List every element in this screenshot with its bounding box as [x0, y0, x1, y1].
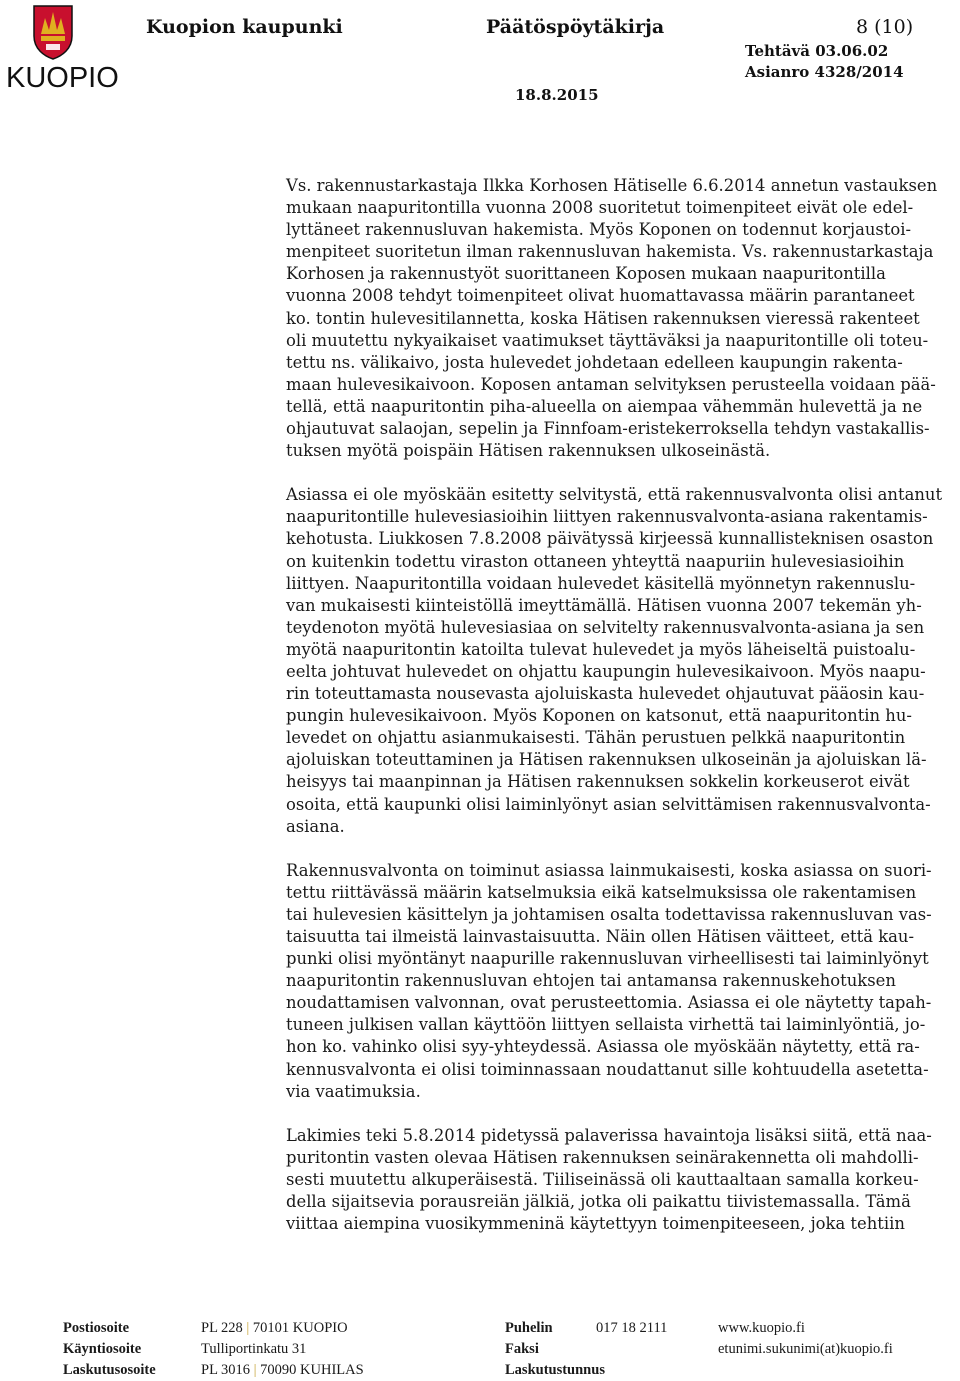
billing-id-label: Laskutustunnus [505, 1362, 605, 1378]
document-date: 18.8.2015 [515, 86, 599, 104]
phone-number: 017 18 2111 [596, 1320, 668, 1336]
postal-label: Postiosoite [63, 1320, 130, 1336]
postal-box: PL 228 [201, 1320, 243, 1336]
billing-address [201, 1360, 364, 1381]
email-link[interactable]: etunimi.sukunimi(at)kuopio.fi [718, 1341, 893, 1357]
footer-row-visit [63, 1339, 943, 1360]
separator: | [253, 1362, 257, 1378]
organization-name: Kuopion kaupunki [146, 16, 343, 38]
paragraph: Lakimies teki 5.8.2014 pidetyssä palaverissa havaintoja lisäksi siitä, että naa- puritontin vasten olevaa Hätisen rakennuksen seinärakennetta oli mahdolli- sesti muutettu alkuperäisestä. Tiiliseinässä oli kauttaaltaan samalla korkeu- della sijaitsevia porausreiän jälkiä, jotka oli paikattu tiivistemassalla. Tämä viittaa aiempina vuosikymmeninä käytettyyn toimenpiteeseen, joka tehtiin [286, 1125, 932, 1234]
city-crest-icon [32, 4, 74, 60]
postal-address [201, 1318, 348, 1339]
footer [63, 1318, 943, 1381]
task-number: Tehtävä 03.06.02 [745, 42, 889, 60]
document-body [286, 175, 956, 1257]
case-number: Asianro 4328/2014 [745, 63, 904, 81]
website-link[interactable]: www.kuopio.fi [718, 1320, 805, 1336]
page-number: 8 (10) [856, 16, 914, 38]
footer-row-postal [63, 1318, 943, 1339]
postal-city: 70101 KUOPIO [252, 1320, 348, 1336]
kuopio-logo [6, 4, 119, 94]
visit-label: Käyntiosoite [63, 1341, 142, 1357]
paragraph: Asiassa ei ole myöskään esitetty selvitystä, että rakennusvalvonta olisi antanut naapuritontille hulevesiasioihin liittyen rakennusvalvonta-asiana rakentamis- kehotusta. Liukkosen 7.8.2008 päivätyssä kirjeessä kunnallisteknisen osaston on kuitenkin todettu viraston ottaneen yhteyttä naapuriin hulevesiasioihin liittyen. Naapuritontilla voidaan hulevedet käsitellä myönnetyn rakennuslu- van mukaisesti kiinteistöllä imeyttämällä. Hätisen vuonna 2007 tekemän yh- teydenoton myötä hulevesiasiaa on selvitelty rakennusvalvonta-asiana ja sen myötä naapuritontin katoilta tulevat hulevedet ja myös läheiseltä puistoalu- eelta johtuvat hulevedet on ohjattu kaupungin hulevesikaivoon. Myös naapu- rin toteuttamasta nousevasta ajoluiskasta hulevedet ohjautuvat pääosin kau- pungin hulevesikaivoon. Myös Koponen on katsonut, että naapuritontin hu- levedet on ohjattu asianmukaisesti. Tähän perustuen pelkkä naapuritontin ajoluiskan toteuttaminen ja Hätisen rakennuksen ulkoseinän ja ajoluiskan lä- heisyys tai maanpinnan ja Hätisen rakennuksen sokkelin korkeuserot eivät osoita, että kaupunki olisi laiminlyönyt asian selvittämisen rakennusvalvonta- asiana. [286, 485, 943, 836]
billing-box: PL 3016 [201, 1362, 251, 1378]
billing-label: Laskutusosoite [63, 1362, 156, 1378]
document-type: Päätöspöytäkirja [486, 16, 665, 38]
logo-text: KUOPIO [6, 62, 119, 94]
separator: | [246, 1320, 250, 1336]
phone-label: Puhelin [505, 1320, 553, 1336]
fax-label: Faksi [505, 1341, 539, 1357]
paragraph: Vs. rakennustarkastaja Ilkka Korhosen Hätiselle 6.6.2014 annetun vastauksen mukaan naapuritontilla vuonna 2008 suoritetut toimenpiteet eivät ole edel- lyttäneet rakennusluvan hakemista. Myös Koponen on todennut korjaustoi- menpiteet suoritetun ilman rakennusluvan hakemista. Vs. rakennustarkastaja Korhosen ja rakennustyöt suorittaneen Koposen mukaan naapuritontilla vuonna 2008 tehdyt toimenpiteet olivat huomattavassa määrin parantaneet ko. tontin hulevesitilannetta, koska Hätisen rakennuksen vieressä rakenteet oli muutettu nykyaikaiset vaatimukset täyttäväksi ja naapuritontille oli toteu- tettu ns. välikaivo, josta hulevedet johdetaan edelleen kaupungin rakenta- maan hulevesikaivoon. Koposen antaman selvityksen perusteella voidaan pää- tellä, että naapuritontin piha-alueella on aiempaa vähemmän hulevettä ja ne ohjautuvat salaojan, sepelin ja Finnfoam-eristekerroksella tehdyn vastakallis- tuksen myötä poispäin Hätisen rakennuksen ulkoseinästä. [286, 176, 938, 461]
visit-address: Tulliportinkatu 31 [201, 1341, 307, 1357]
billing-city: 70090 KUHILAS [260, 1362, 364, 1378]
footer-row-billing [63, 1360, 943, 1381]
paragraph: Rakennusvalvonta on toiminut asiassa lainmukaisesti, koska asiassa on suori- tettu riittävässä määrin katselmuksia eikä katselmuksissa ole rakentamisen tai hulevesien käsittelyn ja johtamisen osalta todettavissa rakennusluvan vas- taisuutta tai ilmeistä lainvastaisuutta. Näin ollen Hätisen väitteet, että kau- punki olisi myöntänyt naapurille rakennusluvan virheellisesti tai laiminlyönyt naapuritontin rakennusluvan ehtojen tai antamansa rakennuskehotuksen noudattamisen valvonnan, ovat perusteettomia. Asiassa ei ole näytetty tapah- tuneen julkisen vallan käyttöön liittyen sellaista virhettä tai laiminlyöntiä, jo- hon ko. vahinko olisi syy-yhteydessä. Asiassa ole myöskään näytetty, että ra- kennusvalvonta ei olisi toiminnassaan noudattanut sille kohtuudella asetetta- via vaatimuksia. [286, 860, 932, 1101]
